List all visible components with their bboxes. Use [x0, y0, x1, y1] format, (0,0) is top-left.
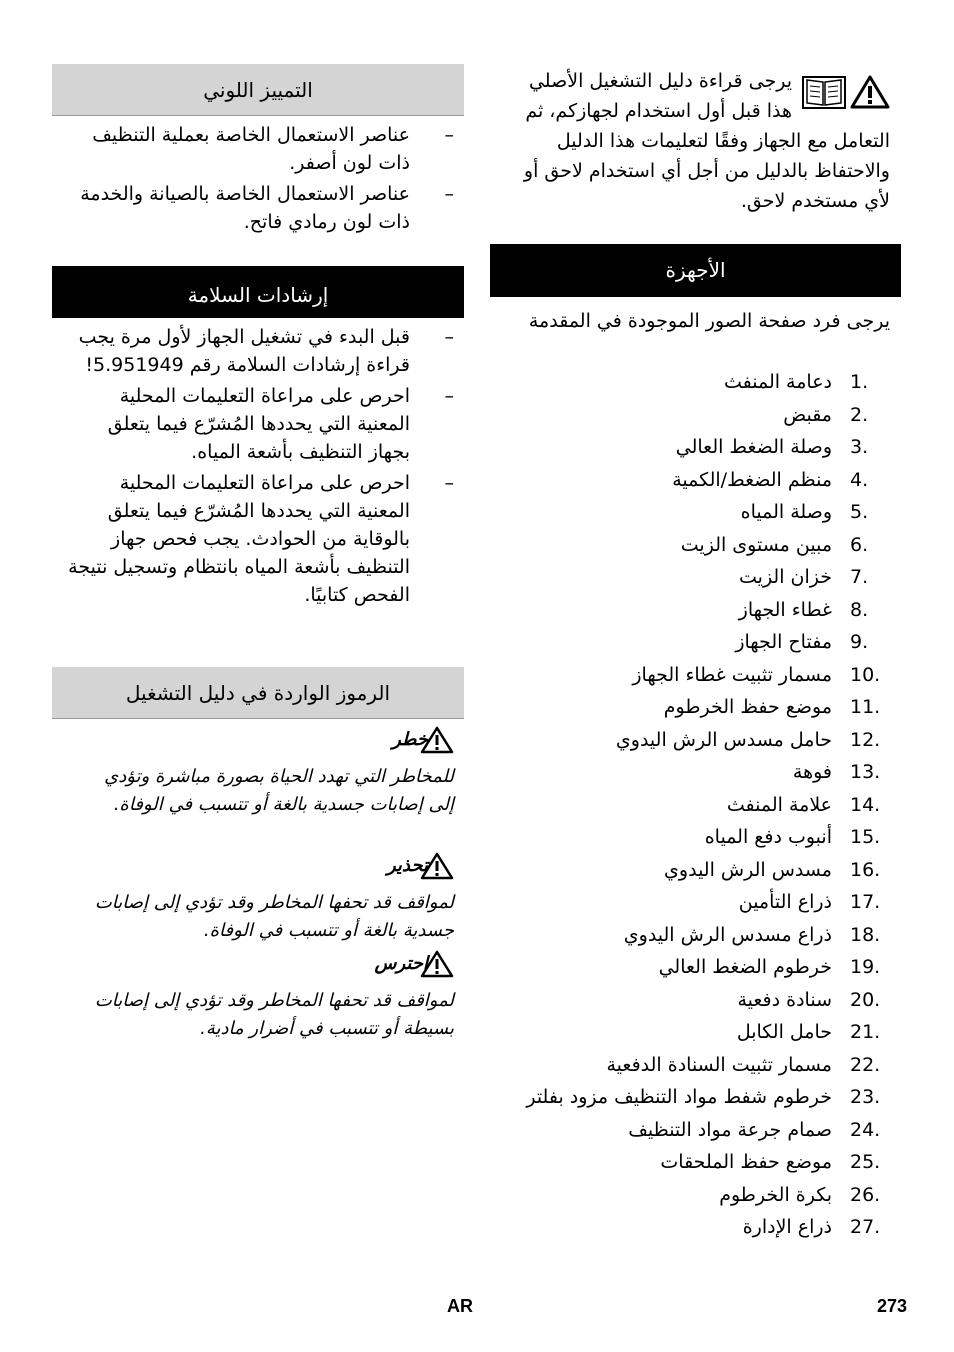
item-text: احرص على مراعاة التعليمات المحلية المعنية التي يحددها المُشرّع فيما يتعلق بالوقاية من الحوادث. يجب فحص جهاز التنظيف بأشعة المياه بانتظام وتسجيل نتيجة الفحص كتابيًا.: [68, 472, 410, 606]
list-item: [490, 1114, 890, 1147]
list-item: [490, 1081, 890, 1114]
item-number: 18.: [850, 923, 881, 946]
item-number: 14.: [850, 793, 881, 816]
item-label: منظم الضغط/الكمية: [672, 468, 832, 491]
list-item: [490, 854, 890, 887]
devices-lead: يرجى فرد صفحة الصور الموجودة في المقدمة: [528, 310, 890, 332]
bullet-dash: –: [444, 326, 454, 348]
list-item: [490, 821, 890, 854]
devices-heading: [490, 244, 901, 297]
symbols-heading: [52, 667, 464, 719]
item-label: موضع حفظ الخرطوم: [663, 696, 832, 718]
warning-attention: [92, 950, 454, 1043]
item-number: 25.: [850, 1151, 881, 1173]
symbols-heading-text: الرموز الواردة في دليل التشغيل: [125, 681, 391, 705]
page-number: 273: [877, 1296, 908, 1316]
color-coding-heading-text: التمييز اللوني: [203, 78, 313, 102]
warning-danger: [92, 726, 454, 819]
item-label: دعامة المنفث: [723, 371, 832, 393]
warning-title-text: تحذير: [386, 855, 428, 876]
item-label: ذراع مسدس الرش اليدوي: [623, 923, 832, 946]
list-item: [64, 121, 454, 177]
list-item: [490, 1211, 890, 1244]
warning-caution: [92, 852, 454, 945]
intro-icons: [802, 74, 890, 110]
list-item: [490, 464, 890, 497]
list-item: [64, 180, 454, 236]
item-label: موضع حفظ الملحقات: [660, 1151, 832, 1173]
item-label: خرطوم الضغط العالي: [658, 956, 832, 978]
bullet-dash: –: [444, 472, 454, 494]
item-number: 16.: [850, 858, 881, 881]
item-label: أنبوب دفع المياه: [704, 826, 832, 848]
item-number: 19.: [850, 956, 881, 978]
list-item: [490, 1049, 890, 1082]
list-item: [490, 431, 890, 464]
item-number: 13.: [850, 761, 881, 783]
item-number: 11.: [850, 696, 881, 718]
item-number: 1.: [850, 371, 869, 393]
warning-title: [387, 852, 454, 880]
list-item: [490, 594, 890, 627]
item-number: 9.: [850, 631, 869, 653]
item-label: ذراع التأمين: [738, 891, 832, 913]
list-item: [490, 366, 890, 399]
item-number: 8.: [850, 598, 869, 621]
item-label: خزان الزيت: [739, 566, 832, 588]
list-item: [490, 496, 890, 529]
warning-text: لمواقف قد تحفها المخاطر وقد تؤدي إلى إصابات جسدية بالغة أو تتسبب في الوفاة.: [94, 892, 454, 941]
footer-language: AR: [447, 1296, 473, 1316]
item-label: وصلة الضغط العالي: [675, 436, 832, 458]
list-item: [490, 724, 890, 757]
item-label: ذراع الإدارة: [742, 1216, 832, 1238]
safety-heading-text: إرشادات السلامة: [187, 283, 329, 307]
item-number: 4.: [850, 468, 869, 491]
list-item: [490, 1179, 890, 1212]
warning-title-text: خطر: [392, 729, 428, 750]
item-label: مفتاح الجهاز: [735, 631, 832, 653]
item-number: 27.: [850, 1216, 881, 1238]
item-label: حامل مسدس الرش اليدوي: [615, 728, 832, 751]
item-label: خرطوم شفط مواد التنظيف مزود بفلتر: [526, 1086, 832, 1108]
item-label: مسمار تثبيت غطاء الجهاز: [632, 663, 832, 686]
list-item: [64, 323, 454, 379]
intro-paragraph: [500, 66, 890, 216]
item-label: بكرة الخرطوم: [719, 1183, 832, 1206]
item-text: عناصر الاستعمال الخاصة بالصيانة والخدمة ذات لون رمادي فاتح.: [80, 183, 410, 233]
item-number: 22.: [850, 1053, 881, 1076]
item-number: 21.: [850, 1021, 881, 1043]
item-number: 5.: [850, 501, 869, 523]
item-label: حامل الكابل: [736, 1021, 832, 1043]
item-number: 12.: [850, 728, 881, 751]
parts-list: [490, 366, 890, 1244]
warning-title-text: احترس: [374, 953, 428, 974]
devices-heading-text: الأجهزة: [665, 258, 726, 282]
item-number: 23.: [850, 1086, 881, 1108]
item-number: 15.: [850, 826, 881, 848]
item-label: سنادة دفعية: [737, 988, 832, 1011]
item-label: غطاء الجهاز: [738, 598, 832, 621]
item-number: 20.: [850, 988, 881, 1011]
list-item: [490, 1146, 890, 1179]
warning-title: [375, 950, 454, 978]
list-item: [64, 469, 454, 609]
warning-text: للمخاطر التي تهدد الحياة بصورة مباشرة وتؤدي إلى إصابات جسدية بالغة أو تتسبب في الوفاة.: [104, 766, 454, 815]
item-label: مقبض: [783, 403, 832, 426]
color-coding-heading: [52, 64, 464, 116]
list-item: [490, 886, 890, 919]
item-number: 24.: [850, 1118, 881, 1141]
list-item: [490, 919, 890, 952]
item-label: صمام جرعة مواد التنظيف: [628, 1118, 832, 1141]
item-number: 6.: [850, 533, 869, 556]
list-item: [64, 382, 454, 466]
item-label: مسدس الرش اليدوي: [664, 858, 832, 881]
intro-text: يرجى قراءة دليل التشغيل الأصلي هذا قبل أول استخدام لجهازكم، ثم التعامل مع الجهاز وفقًا لتعليمات هذا الدليل والاحتفاظ بالدليل من أجل أي استخدام لاحق أو لأي مستخدم لاحق.: [523, 70, 890, 212]
warning-triangle-icon: [850, 74, 890, 110]
item-number: 3.: [850, 436, 869, 458]
color-coding-list: [64, 121, 454, 239]
item-number: 2.: [850, 403, 869, 426]
item-label: مبين مستوى الزيت: [680, 533, 832, 556]
warning-text: لمواقف قد تحفها المخاطر وقد تؤدي إلى إصابات بسيطة أو تتسبب في أضرار مادية.: [94, 990, 454, 1039]
safety-heading: [52, 264, 464, 318]
item-text: عناصر الاستعمال الخاصة بعملية التنظيف ذات لون أصفر.: [92, 124, 410, 174]
safety-list: [64, 323, 454, 612]
item-number: 17.: [850, 891, 881, 913]
item-number: 10.: [850, 663, 881, 686]
list-item: [490, 691, 890, 724]
item-number: 26.: [850, 1183, 881, 1206]
list-item: [490, 951, 890, 984]
list-item: [490, 561, 890, 594]
bullet-dash: –: [444, 385, 454, 407]
list-item: [490, 756, 890, 789]
bullet-dash: –: [444, 183, 454, 205]
item-label: وصلة المياه: [740, 501, 832, 523]
list-item: [490, 529, 890, 562]
list-item: [490, 399, 890, 432]
item-label: فوهة: [792, 761, 832, 783]
list-item: [490, 1016, 890, 1049]
item-label: علامة المنفث: [726, 793, 832, 816]
item-text: احرص على مراعاة التعليمات المحلية المعنية التي يحددها المُشرّع فيما يتعلق بجهاز التنظيف بأشعة المياه.: [107, 385, 410, 463]
warning-title: [392, 726, 454, 754]
list-item: [490, 659, 890, 692]
list-item: [490, 789, 890, 822]
bullet-dash: –: [444, 124, 454, 146]
item-label: مسمار تثبيت السنادة الدفعية: [606, 1053, 832, 1076]
list-item: [490, 626, 890, 659]
item-number: 7.: [850, 566, 869, 588]
manual-book-icon: [802, 74, 846, 110]
item-text: قبل البدء في تشغيل الجهاز لأول مرة يجب قراءة إرشادات السلامة رقم 5.951949!: [78, 326, 410, 376]
list-item: [490, 984, 890, 1017]
